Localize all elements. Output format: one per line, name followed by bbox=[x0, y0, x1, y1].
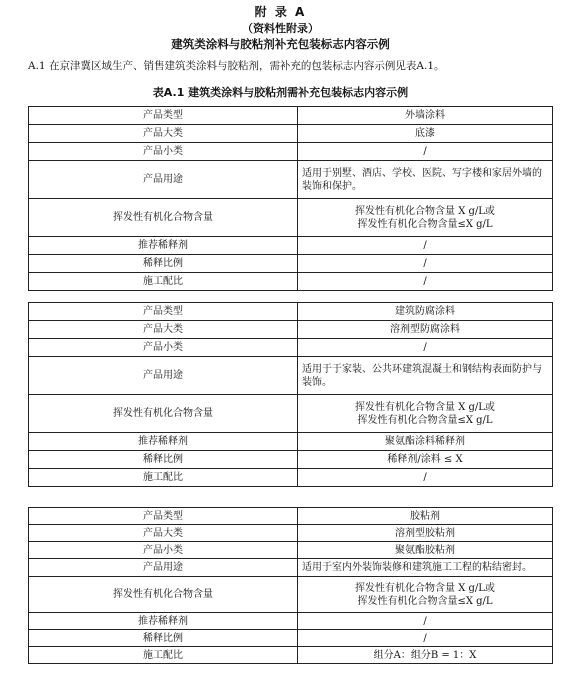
row-key: 推荐稀释剂 bbox=[29, 237, 298, 255]
table-row bbox=[29, 273, 553, 291]
row-key: 产品大类 bbox=[29, 125, 298, 143]
table-anticorrosion-coating bbox=[28, 302, 553, 487]
row-value: / bbox=[298, 613, 553, 630]
row-value: 适用于室内外装饰装修和建筑施工工程的粘结密封。 bbox=[298, 559, 553, 577]
intro-paragraph: A.1 在京津冀区域生产、销售建筑类涂料与胶粘剂，需补充的包装标志内容示例见表A.1。 bbox=[28, 60, 445, 72]
row-key: 产品用途 bbox=[29, 161, 298, 199]
row-key: 挥发性有机化合物含量 bbox=[29, 395, 298, 433]
table-row bbox=[29, 630, 553, 647]
voc-line-2: 挥发性有机化合物含量≤X g/L bbox=[357, 414, 493, 426]
row-value: 稀释剂/涂料 ≤ X bbox=[298, 451, 553, 469]
table-row bbox=[29, 647, 553, 664]
row-key: 挥发性有机化合物含量 bbox=[29, 577, 298, 613]
table-adhesive bbox=[28, 507, 553, 664]
row-value: / bbox=[298, 237, 553, 255]
table-row bbox=[29, 542, 553, 559]
row-key: 施工配比 bbox=[29, 469, 298, 487]
row-key: 产品用途 bbox=[29, 559, 298, 577]
row-key: 产品大类 bbox=[29, 321, 298, 339]
row-value: 溶剂型胶粘剂 bbox=[298, 525, 553, 542]
row-key: 产品类型 bbox=[29, 508, 298, 525]
table-row bbox=[29, 321, 553, 339]
row-value: 建筑防腐涂料 bbox=[298, 303, 553, 321]
table-row bbox=[29, 357, 553, 395]
row-key: 产品用途 bbox=[29, 357, 298, 395]
row-value: / bbox=[298, 630, 553, 647]
table-row bbox=[29, 199, 553, 237]
row-value: / bbox=[298, 339, 553, 357]
table-row bbox=[29, 559, 553, 577]
row-value: 溶剂型防腐涂料 bbox=[298, 321, 553, 339]
row-key: 产品类型 bbox=[29, 107, 298, 125]
row-key: 施工配比 bbox=[29, 647, 298, 664]
row-key: 推荐稀释剂 bbox=[29, 613, 298, 630]
voc-line-2: 挥发性有机化合物含量≤X g/L bbox=[357, 218, 493, 230]
table-row bbox=[29, 525, 553, 542]
row-value: / bbox=[298, 273, 553, 291]
row-key: 推荐稀释剂 bbox=[29, 433, 298, 451]
row-value: 胶粘剂 bbox=[298, 508, 553, 525]
table-row bbox=[29, 237, 553, 255]
voc-line-2: 挥发性有机化合物含量≤X g/L bbox=[357, 595, 493, 607]
row-value bbox=[298, 395, 553, 433]
row-key: 产品小类 bbox=[29, 143, 298, 161]
row-value bbox=[298, 577, 553, 613]
row-key: 稀释比例 bbox=[29, 255, 298, 273]
voc-line-1: 挥发性有机化合物含量 X g/L或 bbox=[355, 401, 495, 413]
row-value: 适用于别墅、酒店、学校、医院、写字楼和家居外墙的装饰和保护。 bbox=[298, 161, 553, 199]
row-value: 聚氨酯胶粘剂 bbox=[298, 542, 553, 559]
table-row bbox=[29, 107, 553, 125]
table-row bbox=[29, 161, 553, 199]
table-row bbox=[29, 339, 553, 357]
table-row bbox=[29, 433, 553, 451]
table-row bbox=[29, 255, 553, 273]
table-row bbox=[29, 577, 553, 613]
row-key: 施工配比 bbox=[29, 273, 298, 291]
table-row bbox=[29, 613, 553, 630]
row-key: 产品小类 bbox=[29, 542, 298, 559]
row-value: / bbox=[298, 143, 553, 161]
row-value bbox=[298, 199, 553, 237]
row-key: 稀释比例 bbox=[29, 630, 298, 647]
appendix-heading: 附 录 A bbox=[254, 5, 307, 19]
table-caption: 表A.1 建筑类涂料与胶粘剂需补充包装标志内容示例 bbox=[152, 86, 409, 99]
row-key: 产品小类 bbox=[29, 339, 298, 357]
row-value: 聚氨酯涂料稀释剂 bbox=[298, 433, 553, 451]
table-row bbox=[29, 469, 553, 487]
appendix-note: （资料性附录） bbox=[242, 22, 319, 35]
table-row bbox=[29, 451, 553, 469]
table-row bbox=[29, 125, 553, 143]
row-value: 组分A：组分B = 1：X bbox=[298, 647, 553, 664]
row-value: 适用于于家装、公共环建筑混凝土和钢结构表面防护与装饰。 bbox=[298, 357, 553, 395]
voc-line-1: 挥发性有机化合物含量 X g/L或 bbox=[355, 205, 495, 217]
table-exterior-coating bbox=[28, 106, 553, 291]
row-value: / bbox=[298, 255, 553, 273]
row-key: 稀释比例 bbox=[29, 451, 298, 469]
table-row bbox=[29, 508, 553, 525]
table-row bbox=[29, 395, 553, 433]
row-key: 产品类型 bbox=[29, 303, 298, 321]
row-key: 挥发性有机化合物含量 bbox=[29, 199, 298, 237]
voc-line-1: 挥发性有机化合物含量 X g/L或 bbox=[355, 582, 495, 594]
row-value: / bbox=[298, 469, 553, 487]
row-value: 外墙涂料 bbox=[298, 107, 553, 125]
table-row bbox=[29, 303, 553, 321]
row-value: 底漆 bbox=[298, 125, 553, 143]
table-row bbox=[29, 143, 553, 161]
appendix-title: 建筑类涂料与胶粘剂补充包装标志内容示例 bbox=[171, 37, 390, 51]
row-key: 产品大类 bbox=[29, 525, 298, 542]
